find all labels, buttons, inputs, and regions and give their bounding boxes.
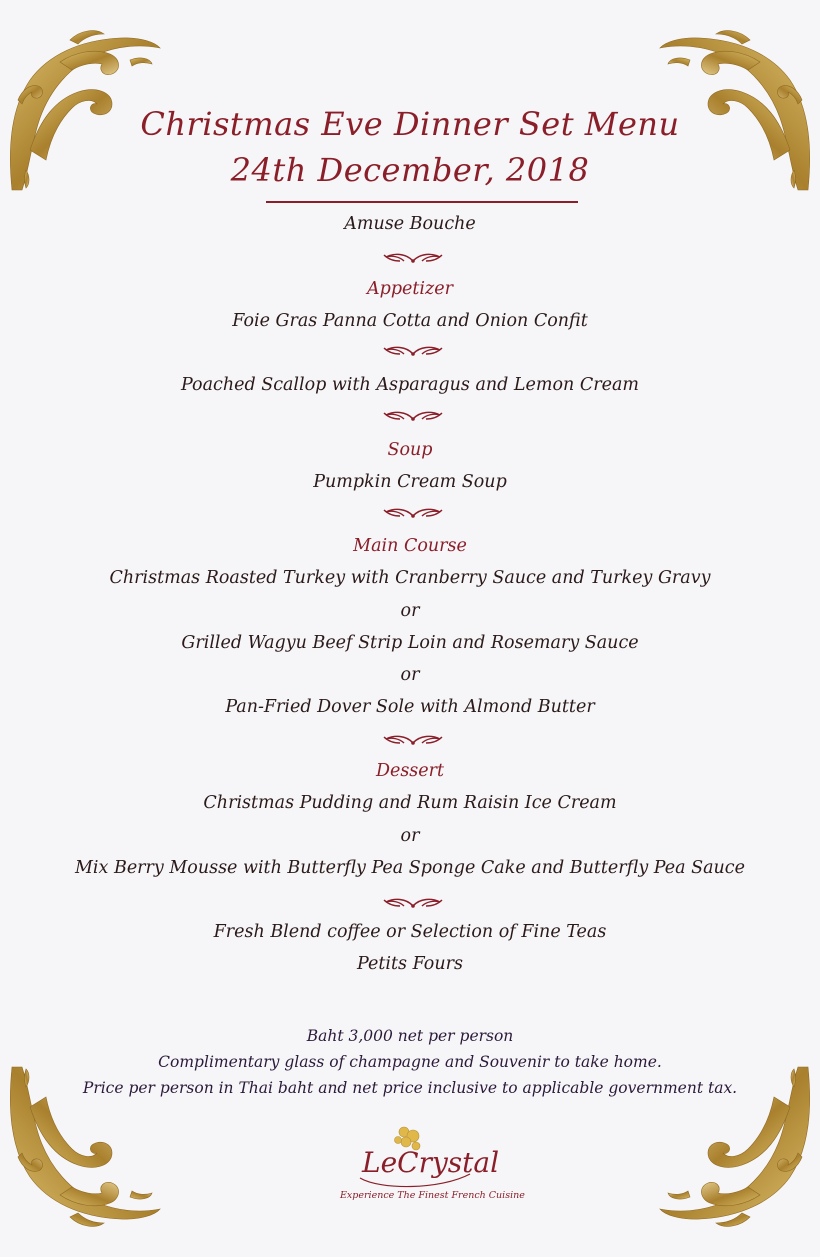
dessert-heading: Dessert xyxy=(375,761,445,781)
flourish-divider-icon xyxy=(380,407,446,423)
soup-item: Pumpkin Cream Soup xyxy=(313,472,507,492)
le-crystal-logo xyxy=(320,1118,520,1216)
brand-name: LeCrystal xyxy=(362,1146,500,1179)
appetizer-item: Poached Scallop with Asparagus and Lemon Cream xyxy=(180,375,639,395)
complimentary-text: Complimentary glass of champagne and Souvenir to take home. xyxy=(158,1053,662,1071)
or-separator: or xyxy=(400,601,420,621)
flourish-divider-icon xyxy=(380,249,446,265)
main-course-item: Christmas Roasted Turkey with Cranberry Sauce and Turkey Gravy xyxy=(109,568,711,588)
or-separator: or xyxy=(400,665,420,685)
title-divider-rule xyxy=(266,201,578,203)
petits-fours-item: Petits Fours xyxy=(357,954,463,974)
dessert-item: Mix Berry Mousse with Butterfly Pea Sponge Cake and Butterfly Pea Sauce xyxy=(75,858,745,878)
flourish-divider-icon xyxy=(380,894,446,910)
dessert-item: Christmas Pudding and Rum Raisin Ice Cream xyxy=(203,793,617,813)
price-text: Baht 3,000 net per person xyxy=(306,1027,514,1045)
main-course-heading: Main Course xyxy=(353,536,467,556)
or-separator: or xyxy=(400,826,420,846)
soup-heading: Soup xyxy=(387,440,433,460)
menu-title: Christmas Eve Dinner Set Menu xyxy=(140,105,680,143)
appetizer-heading: Appetizer xyxy=(367,279,453,299)
main-course-item: Pan-Fried Dover Sole with Almond Butter xyxy=(225,697,595,717)
amuse-bouche: Amuse Bouche xyxy=(344,214,476,234)
flourish-divider-icon xyxy=(380,342,446,358)
main-course-item: Grilled Wagyu Beef Strip Loin and Rosemary Sauce xyxy=(181,633,639,653)
menu-date: 24th December, 2018 xyxy=(230,151,590,189)
beverage-item: Fresh Blend coffee or Selection of Fine Teas xyxy=(213,922,607,942)
brand-tagline: Experience The Finest French Cuisine xyxy=(340,1190,525,1201)
flourish-divider-icon xyxy=(380,731,446,747)
price-note-text: Price per person in Thai baht and net price inclusive to applicable government tax. xyxy=(82,1079,738,1097)
appetizer-item: Foie Gras Panna Cotta and Onion Confit xyxy=(232,311,588,331)
flourish-divider-icon xyxy=(380,504,446,520)
